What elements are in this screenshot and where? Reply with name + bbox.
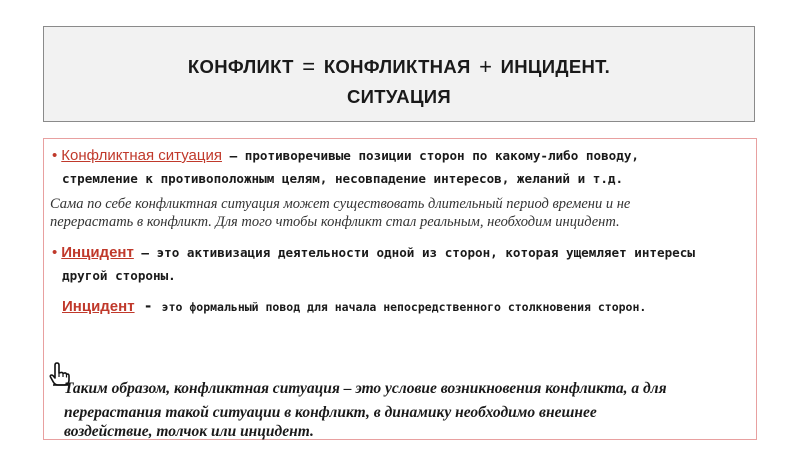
conflict-situation-definition (52, 147, 639, 165)
conclusion-line-3: воздействие, толчок или инцидент. (64, 423, 314, 440)
dash: - (134, 297, 162, 315)
title-formula (44, 53, 754, 79)
conclusion-line-2: перерастания такой ситуации в конфликт, в динамику необходимо внешнее (64, 404, 597, 421)
bullet: • (52, 147, 58, 164)
note-line-2: перерастать в конфликт. Для того чтобы конфликт стал реальным, необходим инцидент. (50, 214, 620, 230)
title-conflict-situation: КОНФЛИКТНАЯ (323, 56, 471, 77)
conflict-situation-term: Конфликтная ситуация (61, 147, 222, 164)
incident-term: Инцидент (61, 244, 134, 261)
title-conflict: КОНФЛИКТ (187, 56, 294, 77)
plus-sign: + (479, 54, 493, 79)
incident-term-2: Инцидент (62, 298, 135, 315)
note-line-1: Сама по себе конфликтная ситуация может существовать длительный период времени и не (50, 196, 631, 212)
incident-definition (52, 244, 695, 262)
incident-line-1: – это активизация деятельности одной из сторон, которая ущемляет интересы (133, 245, 695, 260)
title-situation: СИТУАЦИЯ (347, 86, 451, 107)
title-box (43, 26, 755, 122)
definition-line-1: противоречивые позиции сторон по какому-либо поводу, (244, 148, 640, 163)
incident-formal-reason (62, 297, 646, 316)
incident-line-2: другой стороны. (62, 268, 176, 283)
conclusion-line-1: Таким образом, конфликтная ситуация – это условие возникновения конфликта, а для (64, 380, 667, 397)
equals-sign: = (302, 54, 316, 79)
dash: – (221, 148, 245, 163)
bullet: • (52, 244, 58, 261)
formal-reason-text: это формальный повод для начала непосредственного столкновения сторон. (161, 300, 647, 314)
title-incident: ИНЦИДЕНТ. (500, 56, 611, 77)
definition-line-2: стремление к противоположным целям, несовпадение интересов, желаний и т.д. (62, 171, 624, 186)
